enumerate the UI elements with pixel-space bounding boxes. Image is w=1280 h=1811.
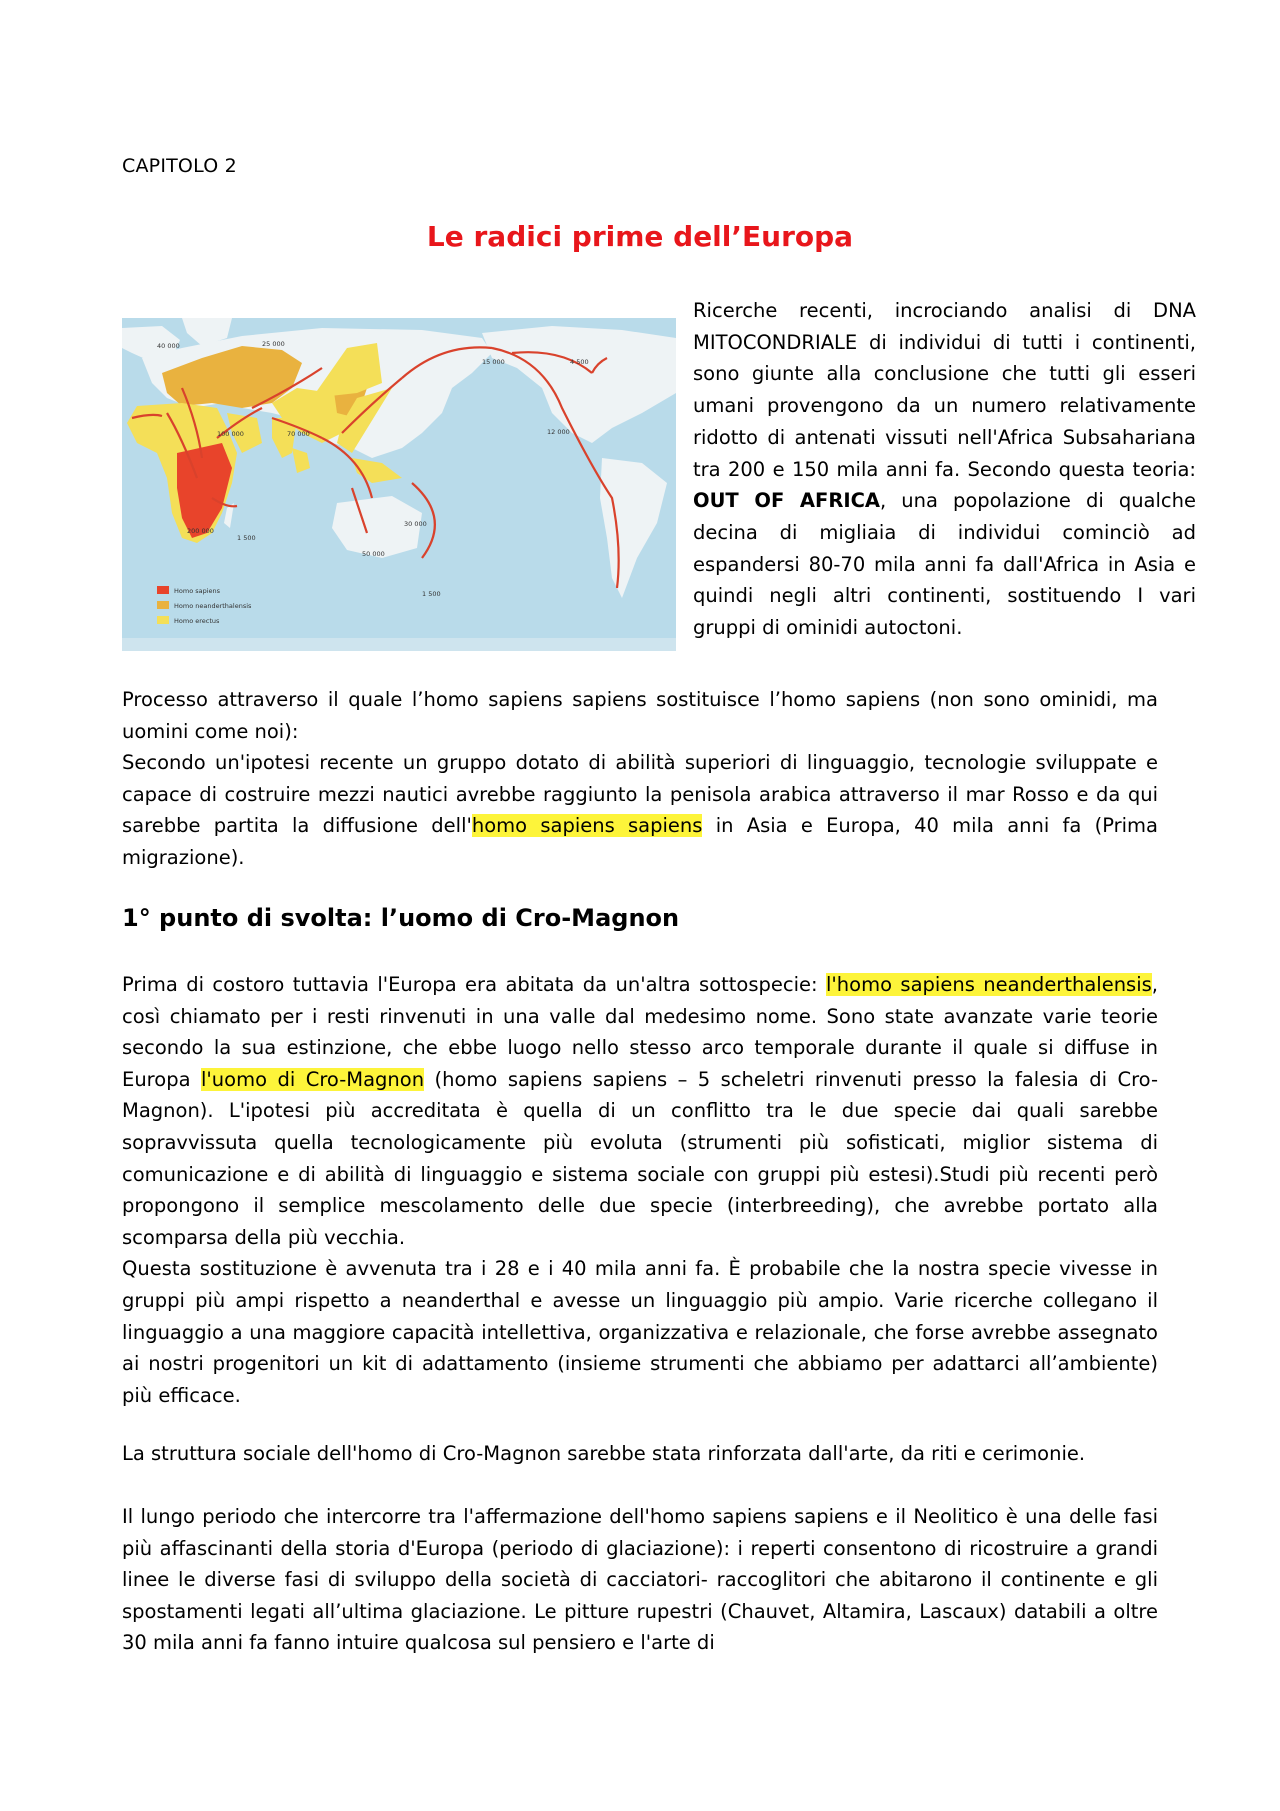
legend-swatch-sapiens — [157, 586, 169, 594]
paragraph-text: Questa sostituzione è avvenuta tra i 28 e i 40 mila anni fa. È probabile che la nostra specie vivesse in gruppi più ampi rispetto a neanderthal e avesse un linguaggio più ampio. Varie ricerche collegano il linguaggio a una maggiore capacità intellettiva, organizzativa e relazionale, che forse avrebbe assegnato ai nostri progenitori un kit di adattamento (insieme strumenti che abbiamo per adattarci all’ambiente) più efficace. — [122, 1257, 1158, 1407]
map-label: 100 000 — [217, 430, 244, 438]
paragraph-text: in Asia e Europa, 40 mila anni fa (Prima migrazione). — [122, 814, 1159, 869]
map-label: 200 000 — [187, 527, 214, 535]
paragraph-migration — [122, 684, 1158, 874]
highlighted-term: homo sapiens sapiens — [471, 814, 703, 838]
paragraph-social-structure: La struttura sociale dell'homo di Cro-Magnon sarebbe stata rinforzata dall'arte, da riti e cerimonie. — [122, 1442, 1086, 1465]
intro-text: Ricerche recenti, incrociando analisi di DNA MITOCONDRIALE di individui di tutti i continenti, sono giunte alla conclusione che tutti gli esseri umani provengono da un numero relativamente ridotto di antenati vissuti nell'Africa Subsahariana tra 200 e 150 mila anni fa. Secondo questa teoria: — [693, 299, 1196, 481]
highlighted-term: l'uomo di Cro-Magnon — [201, 1067, 425, 1091]
paragraph-line: Processo attraverso il quale l’homo sapiens sapiens sostituisce l’homo sapiens (non sono ominidi, ma uomini come noi): — [122, 688, 1158, 743]
paragraph-line — [122, 747, 1158, 873]
section-heading: 1° punto di svolta: l’uomo di Cro-Magnon — [122, 904, 680, 932]
migration-map — [122, 318, 676, 651]
map-label: 12 000 — [547, 428, 570, 436]
out-of-africa-term: OUT OF AFRICA — [693, 489, 880, 513]
paragraph-text: Secondo un'ipotesi recente un gruppo dotato di abilità superiori di linguaggio, tecnologie sviluppate e capace di costruire mezzi nautici avrebbe raggiunto la penisola arabica attraverso il mar Rosso e da qui sarebbe partita la diffusione dell' — [122, 751, 1158, 838]
legend-swatch-erectus — [157, 616, 169, 624]
paragraph-neolithic: Il lungo periodo che intercorre tra l'affermazione dell'homo sapiens sapiens e il Neolitico è una delle fasi più affascinanti della storia d'Europa (periodo di glaciazione): i reperti consentono di ricostruire a grandi linee le diverse fasi di sviluppo della società di cacciatori- raccoglitori che abitarono il continente e gli spostamenti legati all’ultima glaciazione. Le pitture rupestri (Chauvet, Altamira, Lascaux) databili a oltre 30 mila anni fa fanno intuire qualcosa sul pensiero e l'arte di — [122, 1505, 1158, 1655]
paragraph-text: (homo sapiens sapiens – 5 scheletri rinvenuti presso la falesia di Cro-Magnon). L'ipotesi più accreditata è quella di un conflitto tra le due specie dai quali sarebbe sopravvissuta quella tecnologicamente più evoluta (strumenti più sofisticati, miglior sistema di comunicazione e di abilità di linguaggio e sistema sociale con gruppi più estesi).Studi più recenti però propongono il semplice mescolamento delle due specie (interbreeding), che avrebbe portato alla scomparsa della più vecchia. — [122, 1067, 1158, 1249]
page-title: Le radici prime dell’Europa — [426, 220, 854, 253]
map-label: 1 500 — [422, 590, 441, 598]
paragraph-cro-magnon — [122, 969, 1158, 1411]
map-label: 15 000 — [482, 358, 505, 366]
paragraph-line — [122, 969, 1158, 1253]
map-label: 1 500 — [237, 534, 256, 542]
map-label: 4 500 — [570, 358, 589, 366]
map-label: 30 000 — [404, 520, 427, 528]
map-label: 50 000 — [362, 550, 385, 558]
legend-swatch-neanderthalensis — [157, 601, 169, 609]
legend-label: Homo neanderthalensis — [174, 602, 252, 610]
legend-label: Homo sapiens — [174, 587, 221, 595]
paragraph-text: Prima di costoro tuttavia l'Europa era abitata da un'altra sottospecie: — [122, 973, 827, 996]
intro-text-end: , una popolazione di qualche decina di migliaia di individui cominciò ad espandersi 80-70 mila anni fa dall'Africa in Asia e quindi negli altri continenti, sostituendo I vari gruppi di ominidi autoctoni. — [693, 489, 1196, 640]
chapter-label: CAPITOLO 2 — [122, 155, 237, 177]
map-label: 70 000 — [287, 430, 310, 438]
highlighted-term: l'homo sapiens neanderthalensis — [826, 973, 1152, 996]
world-map-image — [122, 318, 676, 651]
map-label: 40 000 — [157, 342, 180, 350]
intro-paragraph — [693, 295, 1196, 644]
map-label: 25 000 — [262, 340, 285, 348]
legend-label: Homo erectus — [174, 617, 220, 625]
paragraph-text: , così chiamato per i resti rinvenuti in una valle dal medesimo nome. Sono state avanzate varie teorie secondo la sua estinzione, che ebbe luogo nello stesso arco temporale durante il quale si diffuse in Europa — [122, 973, 1158, 1091]
